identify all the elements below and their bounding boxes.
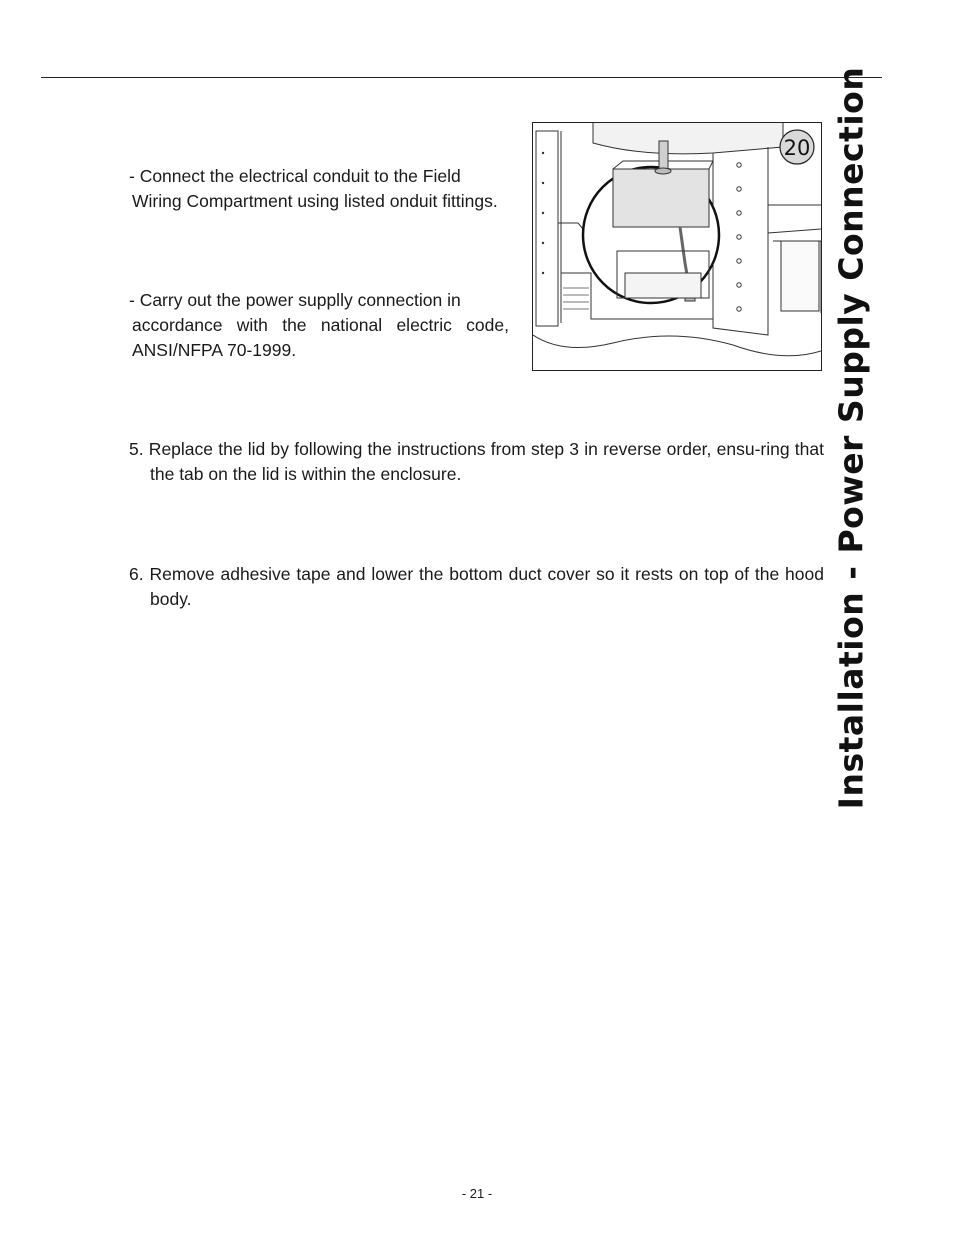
bullet-line: - Connect the electrical conduit to the Field [129,166,461,186]
section-title: Installation - Power Supply Connection [831,66,871,810]
page-number: - 21 - [461,1186,493,1201]
step-5: 5. Replace the lid by following the instructions from step 3 in reverse order, ensu-ring that the tab on the lid is within the enclosure. [129,439,824,484]
bullet-continuation: accordance with the national electric code, ANSI/NFPA 70-1999. [132,315,509,360]
bullet-continuation: Wiring Compartment using listed onduit fittings. [132,191,498,211]
header-rule [41,77,882,78]
bullet-power-supply [129,288,509,363]
bullet-line: - Carry out the power suppl​ly connection in [129,290,461,310]
figure-wiring-illustration [532,122,822,371]
figure-number-badge: 20 [783,136,811,160]
wiring-illustration [533,123,821,370]
bullet-connect-conduit [129,164,509,214]
step-6: 6. Remove adhesive tape and lower the bottom duct cover so it rests on top of the hood body. [129,564,824,609]
